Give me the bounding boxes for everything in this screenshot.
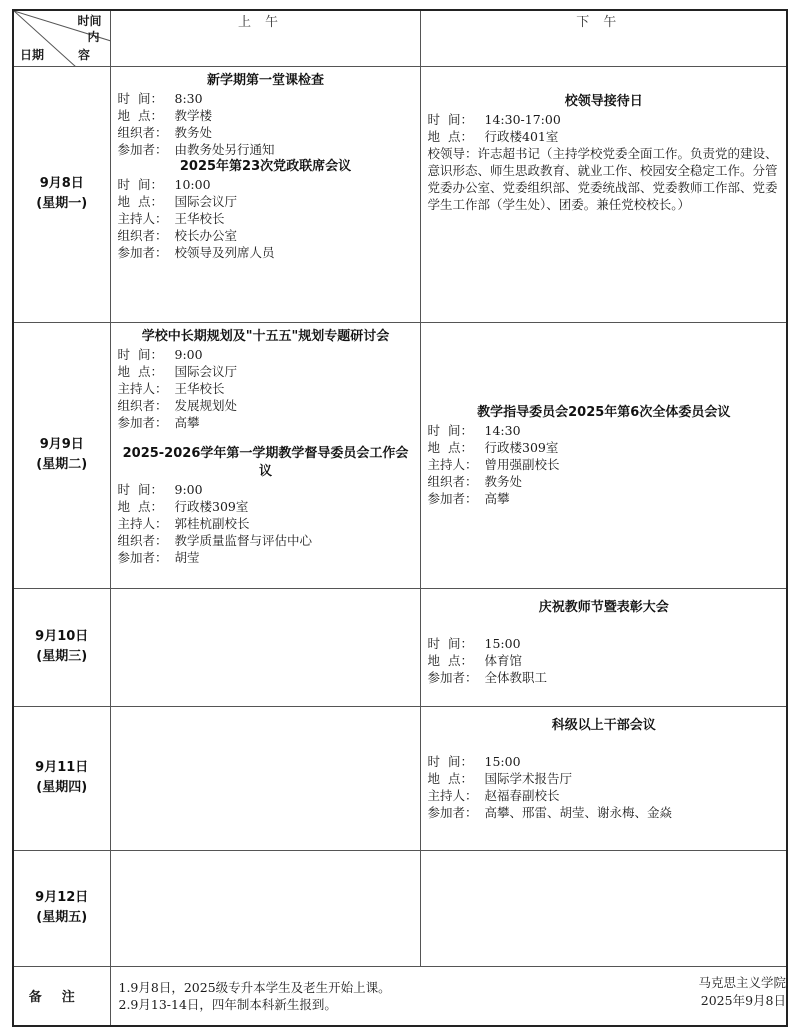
leader-duty-paragraph: 校领导：许志超书记（主持学校党委全面工作。负责党的建设、意识形态、师生思政教育、就业工作、校园安全稳定工作。分管党委办公室、党委组织部、党委统战部、党委教师工作部、党委学生工作部（学生处）、团委。兼任党校校长。） xyxy=(427,145,778,212)
field-value: 教学质量监督与评估中心 xyxy=(174,532,313,548)
header-date-label: 日期 容 xyxy=(20,48,91,62)
field-key: 主持人： xyxy=(117,515,168,531)
field-key: 地 点： xyxy=(117,363,163,379)
field-key: 参加者： xyxy=(427,804,478,820)
date-cell xyxy=(13,66,110,322)
day-row xyxy=(13,850,787,966)
field-value: 14:30-17:00 xyxy=(484,111,561,127)
header-pm: 下午 xyxy=(420,10,787,66)
day-row xyxy=(13,66,787,322)
event-title: 新学期第一堂课检查 xyxy=(206,72,324,88)
field-value: 高攀 xyxy=(484,491,510,506)
field-key: 地 点： xyxy=(427,652,473,668)
weekly-schedule-table xyxy=(12,9,788,1027)
field-value: 校长办公室 xyxy=(174,227,238,243)
field-value: 体育馆 xyxy=(484,652,523,668)
field-key: 时 间： xyxy=(117,346,163,362)
am-cell xyxy=(110,66,420,322)
date-text: 9月10日 xyxy=(35,629,89,644)
field-value: 15:00 xyxy=(484,635,521,651)
field-value: 行政楼309室 xyxy=(484,440,559,455)
field-key: 时 间： xyxy=(117,481,163,497)
field-value: 国际会议厅 xyxy=(174,193,238,209)
am-cell-empty xyxy=(110,706,420,850)
field-key: 时 间： xyxy=(427,635,473,651)
notes-label: 备注 xyxy=(13,966,110,1026)
header-am: 上午 xyxy=(110,10,420,66)
field-value: 8:30 xyxy=(174,90,203,106)
issuing-organization: 马克思主义学院 xyxy=(698,975,786,990)
field-key: 主持人： xyxy=(117,380,168,396)
field-key: 组织者： xyxy=(117,227,168,243)
field-value: 行政楼309室 xyxy=(174,498,249,514)
date-cell xyxy=(13,588,110,706)
notes-row xyxy=(13,966,787,1026)
field-value: 由教务处另行通知 xyxy=(174,141,275,157)
field-value: 国际会议厅 xyxy=(174,363,238,379)
pm-cell xyxy=(420,66,787,322)
field-key: 时 间： xyxy=(117,176,163,192)
field-value: 发展规划处 xyxy=(174,397,238,413)
field-value: 15:00 xyxy=(484,753,521,769)
field-value: 14:30 xyxy=(484,423,521,438)
day-row xyxy=(13,588,787,706)
am-cell xyxy=(110,322,420,588)
weekday-text: (星期二) xyxy=(36,457,88,472)
field-key: 地 点： xyxy=(427,440,473,455)
field-key: 参加者： xyxy=(117,141,168,157)
date-text: 9月9日 xyxy=(39,437,84,452)
field-key: 地 点： xyxy=(427,128,473,144)
field-key: 组织者： xyxy=(427,474,478,489)
date-cell xyxy=(13,706,110,850)
schedule-sheet xyxy=(12,9,786,1027)
am-cell-empty xyxy=(110,850,420,966)
field-value: 曾用强副校长 xyxy=(484,457,560,472)
date-cell xyxy=(13,322,110,588)
field-value: 行政楼401室 xyxy=(484,128,559,144)
field-key: 时 间： xyxy=(427,111,473,127)
field-value: 赵福春副校长 xyxy=(484,787,560,803)
document-footer xyxy=(698,974,786,1010)
weekday-text: (星期五) xyxy=(36,910,88,925)
field-key: 地 点： xyxy=(117,193,163,209)
am-cell-empty xyxy=(110,588,420,706)
field-key: 参加者： xyxy=(117,414,168,430)
issue-date: 2025年9月8日 xyxy=(700,993,786,1008)
field-key: 地 点： xyxy=(117,498,163,514)
field-key: 地 点： xyxy=(117,107,163,123)
field-value: 高攀、邢雷、胡莹、谢永梅、金焱 xyxy=(484,804,673,820)
pm-cell xyxy=(420,706,787,850)
field-value: 国际学术报告厅 xyxy=(484,770,573,786)
weekday-text: (星期三) xyxy=(36,649,88,664)
field-key: 时 间： xyxy=(427,753,473,769)
field-value: 全体教职工 xyxy=(484,669,548,685)
weekday-text: (星期一) xyxy=(36,196,88,211)
day-row xyxy=(13,706,787,850)
field-value: 王华校长 xyxy=(174,380,225,396)
field-value: 胡莹 xyxy=(174,549,200,565)
date-text: 9月11日 xyxy=(35,760,89,775)
field-value: 教务处 xyxy=(484,474,523,489)
weekday-text: (星期四) xyxy=(36,780,88,795)
field-value: 教学楼 xyxy=(174,107,213,123)
event-title: 庆祝教师节暨表彰大会 xyxy=(538,599,669,615)
field-value: 高攀 xyxy=(174,414,200,430)
field-value: 校领导及列席人员 xyxy=(174,244,275,260)
pm-cell xyxy=(420,322,787,588)
field-key: 时 间： xyxy=(427,423,473,438)
date-cell xyxy=(13,850,110,966)
note-item: 1.9月8日，2025级专升本学生及老生开始上课。 xyxy=(118,979,391,995)
field-value: 教务处 xyxy=(174,124,213,140)
date-text: 9月8日 xyxy=(39,176,84,191)
field-key: 组织者： xyxy=(117,124,168,140)
field-key: 时 间： xyxy=(117,90,163,106)
pm-cell xyxy=(420,588,787,706)
header-time-label: 时间 xyxy=(77,14,102,28)
diagonal-header-cell xyxy=(13,10,110,66)
field-value: 郭桂杭副校长 xyxy=(174,515,250,531)
field-key: 地 点： xyxy=(427,770,473,786)
field-key: 主持人： xyxy=(427,787,478,803)
event-title: 学校中长期规划及"十五五"规划专题研讨会 xyxy=(141,328,390,344)
field-key: 组织者： xyxy=(117,397,168,413)
date-text: 9月12日 xyxy=(35,890,89,905)
field-key: 参加者： xyxy=(427,669,478,685)
field-value: 10:00 xyxy=(174,176,211,192)
event-title: 科级以上干部会议 xyxy=(551,717,656,733)
notes-body xyxy=(110,966,787,1026)
day-row xyxy=(13,322,787,588)
event-title: 教学指导委员会2025年第6次全体委员会议 xyxy=(477,405,731,420)
event-title: 2025年第23次党政联席会议 xyxy=(179,158,352,174)
field-key: 参加者： xyxy=(117,244,168,260)
event-title: 2025-2026学年第一学期教学督导委员会工作会议 xyxy=(122,445,409,479)
field-value: 9:00 xyxy=(174,346,203,362)
header-content-label: 内 xyxy=(87,30,100,44)
field-value: 9:00 xyxy=(174,481,203,497)
field-key: 主持人： xyxy=(427,457,478,472)
header-row xyxy=(13,10,787,66)
pm-cell-empty xyxy=(420,850,787,966)
event-title: 校领导接待日 xyxy=(564,93,643,109)
field-value: 王华校长 xyxy=(174,210,225,226)
field-key: 参加者： xyxy=(117,549,168,565)
field-key: 组织者： xyxy=(117,532,168,548)
field-key: 参加者： xyxy=(427,491,478,506)
note-item: 2.9月13-14日，四年制本科新生报到。 xyxy=(118,996,337,1012)
field-key: 主持人： xyxy=(117,210,168,226)
